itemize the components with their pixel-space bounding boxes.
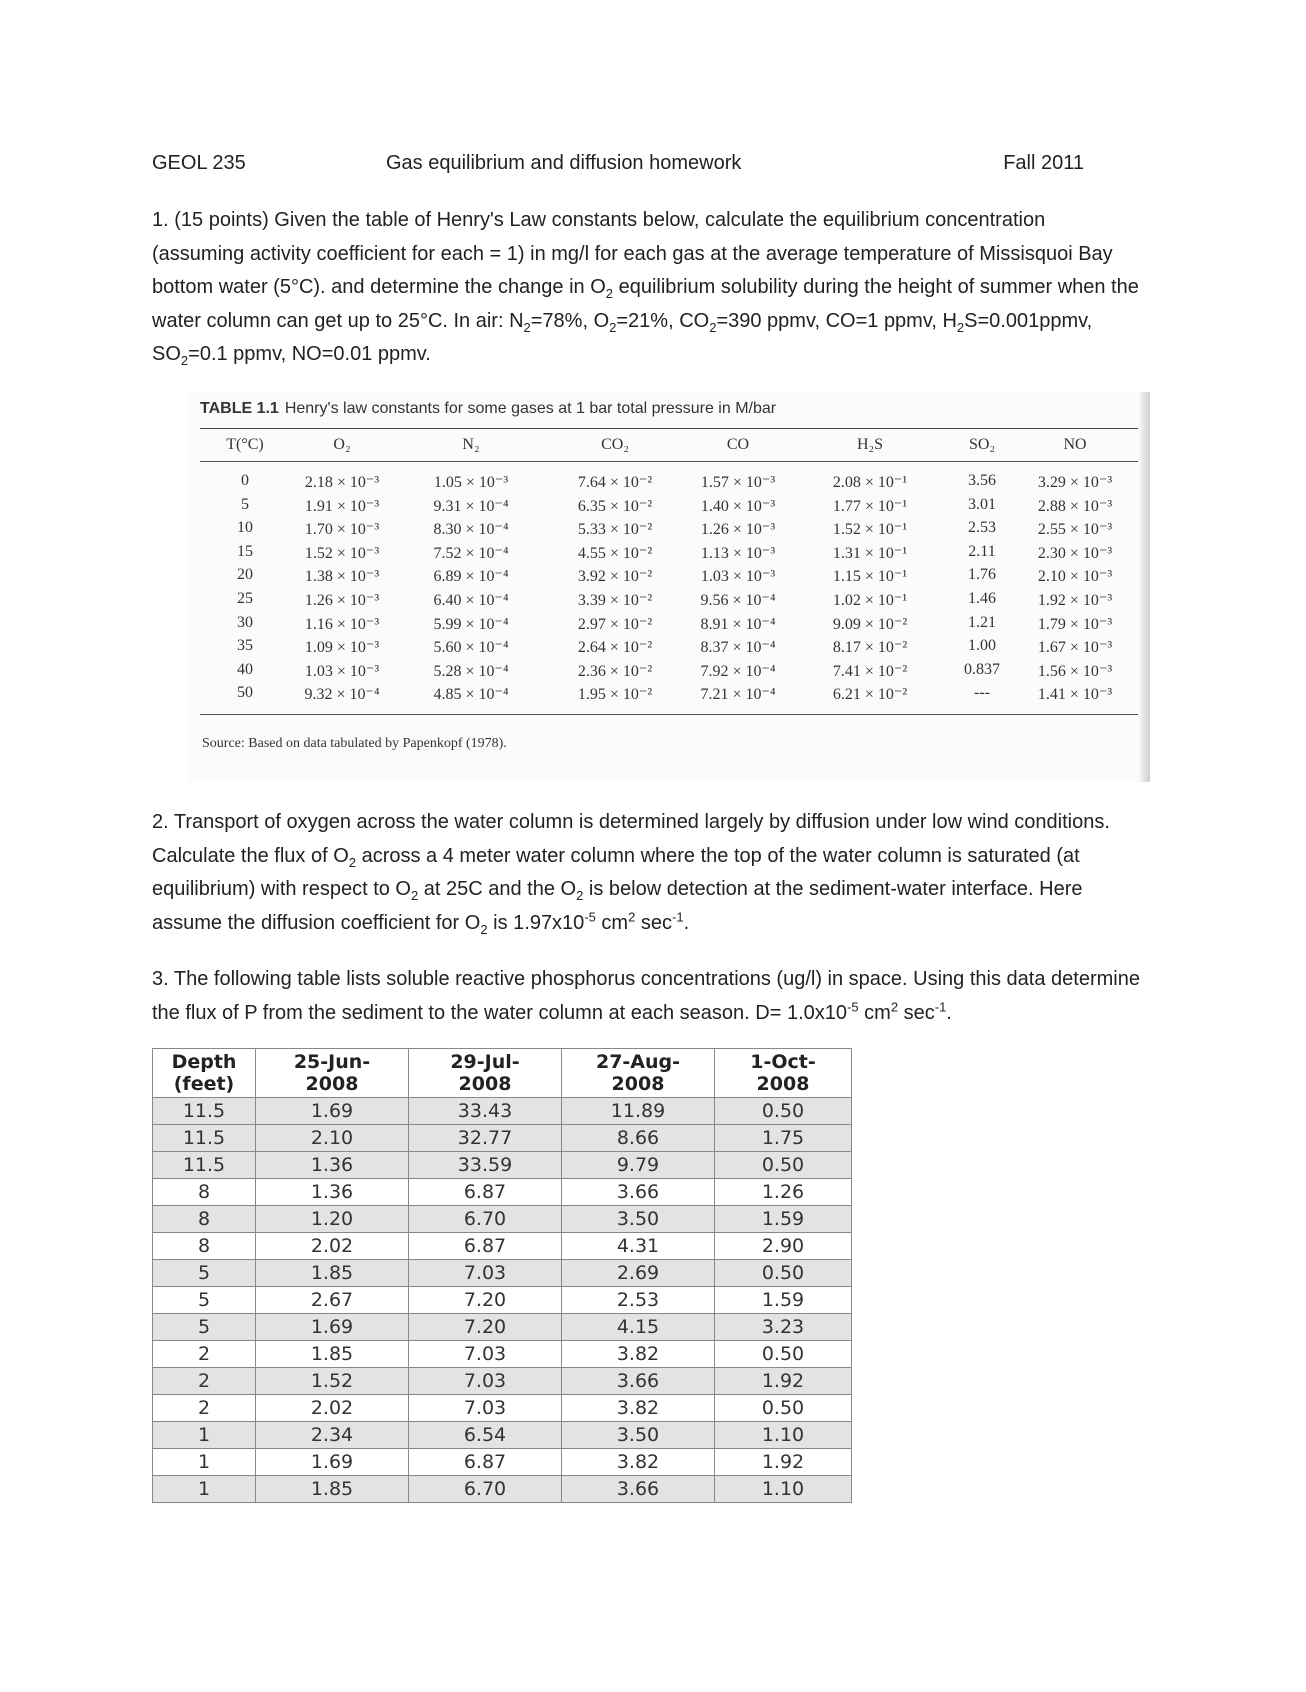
henry-cell: 1.79 × 10⁻³: [1037, 615, 1113, 633]
henry-cell: 1.26 × 10⁻³: [700, 521, 776, 539]
table-row: [153, 1341, 852, 1368]
henry-cell: 2.10 × 10⁻³: [1037, 568, 1113, 586]
header-line: 2008: [305, 1073, 359, 1095]
header-line: 27-Aug-: [595, 1051, 681, 1073]
henry-cell: 1.40 × 10⁻³: [700, 497, 776, 515]
concentration-cell: 1.69: [256, 1314, 409, 1341]
concentration-cell: 2.02: [256, 1395, 409, 1422]
henry-cell: 50: [237, 684, 253, 702]
table-row: [153, 1260, 852, 1287]
concentration-cell: 3.66: [562, 1368, 715, 1395]
henry-cell: 3.01: [968, 495, 996, 513]
table-rule: [200, 461, 1138, 462]
concentration-cell: 6.70: [409, 1206, 562, 1233]
concentration-cell: 2.34: [256, 1422, 409, 1449]
concentration-cell: 9.79: [562, 1152, 715, 1179]
henry-table-row: [200, 519, 1138, 538]
concentration-cell: 3.82: [562, 1341, 715, 1368]
henry-header-cell: SO₂: [968, 436, 996, 453]
table-caption: TABLE 1.1 Henry's law constants for some gases at 1 bar total pressure in M/bar: [200, 400, 777, 417]
depth-cell: 8: [153, 1179, 256, 1206]
concentration-cell: 3.82: [562, 1395, 715, 1422]
henry-cell: 1.70 × 10⁻³: [304, 521, 380, 539]
concentration-cell: 7.03: [409, 1395, 562, 1422]
henry-cell: 2.97 × 10⁻²: [577, 615, 653, 633]
henry-cell: 1.67 × 10⁻³: [1037, 639, 1113, 657]
henry-cell: 1.21: [968, 613, 996, 631]
concentration-cell: 33.59: [409, 1152, 562, 1179]
depth-cell: 1: [153, 1422, 256, 1449]
header-line: 2008: [756, 1073, 810, 1095]
henry-cell: 7.92 × 10⁻⁴: [700, 662, 776, 680]
concentration-cell: 0.50: [715, 1395, 852, 1422]
henry-law-table-scan: [188, 392, 1150, 782]
phosphorus-header-cell: [409, 1049, 562, 1098]
henry-cell: 1.56 × 10⁻³: [1037, 662, 1113, 680]
concentration-cell: 0.50: [715, 1260, 852, 1287]
henry-table-row: [200, 684, 1138, 703]
table-row: [153, 1152, 852, 1179]
concentration-cell: 1.36: [256, 1179, 409, 1206]
henry-cell: 9.09 × 10⁻²: [832, 615, 908, 633]
henry-table-header: [200, 436, 1138, 458]
question-2: 2. Transport of oxygen across the water column is determined largely by diffusion under low wind conditions. Calculate the flux of $O_2$ across a 4 meter water column where the top of the water column is saturated (at equilibrium) with respect to $O_2$ at 25C and the $O_2$ is below detection at the sediment-water interface. Here assume the diffusion coefficient for $O_2$ is $1.97x10^{-5}$ $cm^2$ $\sec^{-1}$.: [152, 811, 1110, 937]
concentration-cell: 1.85: [256, 1260, 409, 1287]
table-source: Source: Based on data tabulated by Papenkopf (1978).: [202, 736, 507, 751]
henry-cell: 1.57 × 10⁻³: [700, 474, 776, 491]
concentration-cell: 6.87: [409, 1449, 562, 1476]
henry-cell: 2.64 × 10⁻²: [577, 639, 653, 657]
concentration-cell: 0.50: [715, 1341, 852, 1368]
henry-cell: 1.15 × 10⁻¹: [832, 568, 908, 586]
henry-cell: 6.40 × 10⁻⁴: [433, 592, 509, 609]
henry-table-row: [200, 614, 1138, 633]
henry-cell: 6.89 × 10⁻⁴: [433, 568, 509, 586]
concentration-cell: 6.70: [409, 1476, 562, 1503]
concentration-cell: 3.50: [562, 1206, 715, 1233]
concentration-cell: 1.85: [256, 1476, 409, 1503]
concentration-cell: 1.10: [715, 1476, 852, 1503]
phosphorus-header-cell: [715, 1049, 852, 1098]
header-line: 25-Jun-: [293, 1051, 371, 1073]
henry-cell: 3.92 × 10⁻²: [577, 568, 653, 586]
document-title: Gas equilibrium and diffusion homework: [386, 152, 742, 174]
table-row: [153, 1314, 852, 1341]
phosphorus-header-cell: [256, 1049, 409, 1098]
header-line: Depth: [171, 1051, 237, 1073]
concentration-cell: 11.89: [562, 1098, 715, 1125]
concentration-cell: 1.59: [715, 1287, 852, 1314]
henry-table-row: [200, 566, 1138, 585]
depth-cell: 2: [153, 1395, 256, 1422]
depth-cell: 1: [153, 1476, 256, 1503]
henry-cell: 40: [237, 660, 253, 678]
henry-cell: 1.03 × 10⁻³: [700, 568, 776, 586]
header-line: 29-Jul-: [450, 1051, 520, 1073]
henry-cell: 7.21 × 10⁻⁴: [700, 686, 776, 704]
henry-cell: 1.76: [968, 566, 996, 584]
table-row: [153, 1206, 852, 1233]
henry-cell: 7.41 × 10⁻²: [832, 662, 908, 680]
concentration-cell: 1.85: [256, 1341, 409, 1368]
henry-header-cell: CO: [726, 436, 750, 453]
henry-cell: 1.52 × 10⁻³: [304, 544, 380, 562]
henry-cell: 5.28 × 10⁻⁴: [433, 662, 509, 680]
depth-cell: 2: [153, 1341, 256, 1368]
phosphorus-header-cell: [153, 1049, 256, 1098]
henry-cell: 10: [237, 519, 253, 537]
henry-cell: 8.91 × 10⁻⁴: [700, 615, 776, 633]
table-row: [153, 1476, 852, 1503]
henry-cell: 1.03 × 10⁻³: [304, 662, 380, 680]
table-row: [153, 1449, 852, 1476]
henry-cell: 1.02 × 10⁻¹: [832, 592, 908, 609]
depth-cell: 11.5: [153, 1125, 256, 1152]
henry-cell: 5.33 × 10⁻²: [577, 521, 653, 539]
henry-cell: 1.46: [968, 590, 996, 607]
henry-cell: 1.92 × 10⁻³: [1037, 592, 1113, 609]
table-row: [153, 1098, 852, 1125]
henry-table-row: [200, 590, 1138, 609]
concentration-cell: 3.66: [562, 1476, 715, 1503]
henry-cell: 1.95 × 10⁻²: [577, 686, 653, 704]
henry-cell: 1.13 × 10⁻³: [700, 544, 776, 562]
concentration-cell: 2.53: [562, 1287, 715, 1314]
henry-cell: 5.99 × 10⁻⁴: [433, 615, 509, 633]
depth-cell: 5: [153, 1314, 256, 1341]
henry-cell: 2.18 × 10⁻³: [304, 474, 380, 491]
henry-cell: 6.21 × 10⁻²: [832, 686, 908, 704]
henry-cell: 8.37 × 10⁻⁴: [700, 639, 776, 657]
concentration-cell: 2.10: [256, 1125, 409, 1152]
henry-cell: 2.53: [968, 519, 996, 537]
table-row: [153, 1395, 852, 1422]
henry-cell: 1.00: [968, 637, 996, 655]
henry-cell: 35: [237, 637, 253, 655]
henry-cell: 7.64 × 10⁻²: [577, 474, 653, 491]
henry-cell: 15: [237, 542, 253, 560]
course-code: GEOL 235: [152, 152, 246, 174]
henry-table-row: [200, 472, 1138, 491]
concentration-cell: 8.66: [562, 1125, 715, 1152]
concentration-cell: 1.75: [715, 1125, 852, 1152]
phosphorus-table-body: [153, 1098, 852, 1503]
henry-table-row: [200, 496, 1138, 515]
concentration-cell: 2.69: [562, 1260, 715, 1287]
header-line: (feet): [173, 1073, 235, 1095]
henry-cell: 2.11: [968, 542, 996, 560]
henry-cell: 7.52 × 10⁻⁴: [433, 544, 509, 562]
henry-cell: 9.31 × 10⁻⁴: [433, 497, 509, 515]
henry-cell: 4.85 × 10⁻⁴: [433, 686, 509, 704]
phosphorus-header-cell: [562, 1049, 715, 1098]
henry-cell: 20: [237, 566, 253, 584]
henry-cell: 5: [241, 495, 249, 513]
table-row: [153, 1368, 852, 1395]
concentration-cell: 0.50: [715, 1152, 852, 1179]
henry-cell: 2.30 × 10⁻³: [1037, 544, 1113, 562]
henry-cell: 3.29 × 10⁻³: [1037, 474, 1113, 491]
henry-cell: 1.52 × 10⁻¹: [832, 521, 908, 539]
concentration-cell: 1.52: [256, 1368, 409, 1395]
henry-cell: 1.31 × 10⁻¹: [832, 544, 908, 562]
concentration-cell: 1.36: [256, 1152, 409, 1179]
depth-cell: 8: [153, 1206, 256, 1233]
depth-cell: 8: [153, 1233, 256, 1260]
henry-cell: 3.39 × 10⁻²: [577, 592, 653, 609]
depth-cell: 11.5: [153, 1098, 256, 1125]
concentration-cell: 7.03: [409, 1260, 562, 1287]
concentration-cell: 2.02: [256, 1233, 409, 1260]
concentration-cell: 1.69: [256, 1098, 409, 1125]
depth-cell: 2: [153, 1368, 256, 1395]
concentration-cell: 7.03: [409, 1368, 562, 1395]
table-rule: [200, 428, 1138, 429]
henry-cell: 0.837: [964, 660, 1000, 678]
concentration-cell: 1.10: [715, 1422, 852, 1449]
henry-cell: 0: [241, 472, 249, 489]
concentration-cell: 1.92: [715, 1368, 852, 1395]
henry-cell: 4.55 × 10⁻²: [577, 544, 653, 562]
concentration-cell: 6.87: [409, 1179, 562, 1206]
henry-cell: 6.35 × 10⁻²: [577, 497, 653, 515]
henry-cell: 3.56: [968, 472, 996, 489]
depth-cell: 1: [153, 1449, 256, 1476]
depth-cell: 5: [153, 1260, 256, 1287]
table-row: [153, 1287, 852, 1314]
table-row: [153, 1179, 852, 1206]
henry-cell: 1.16 × 10⁻³: [304, 615, 380, 633]
henry-header-cell: CO₂: [601, 436, 629, 453]
henry-header-cell: N₂: [462, 436, 480, 453]
concentration-cell: 2.67: [256, 1287, 409, 1314]
henry-cell: 1.05 × 10⁻³: [433, 474, 509, 491]
henry-cell: 2.88 × 10⁻³: [1037, 497, 1113, 515]
depth-cell: 5: [153, 1287, 256, 1314]
henry-cell: 25: [237, 590, 253, 607]
henry-table-row: [200, 543, 1138, 562]
henry-header-cell: O₂: [333, 436, 351, 453]
henry-table-row: [200, 661, 1138, 680]
concentration-cell: 6.54: [409, 1422, 562, 1449]
concentration-cell: 4.31: [562, 1233, 715, 1260]
concentration-cell: 33.43: [409, 1098, 562, 1125]
concentration-cell: 32.77: [409, 1125, 562, 1152]
concentration-cell: 0.50: [715, 1098, 852, 1125]
henry-cell: 1.09 × 10⁻³: [304, 639, 380, 657]
henry-header-cell: NO: [1063, 436, 1087, 453]
henry-cell: 9.56 × 10⁻⁴: [700, 592, 776, 609]
concentration-cell: 3.50: [562, 1422, 715, 1449]
concentration-cell: 1.92: [715, 1449, 852, 1476]
concentration-cell: 2.90: [715, 1233, 852, 1260]
concentration-cell: 7.20: [409, 1287, 562, 1314]
depth-cell: 11.5: [153, 1152, 256, 1179]
concentration-cell: 1.69: [256, 1449, 409, 1476]
henry-cell: 8.17 × 10⁻²: [832, 639, 908, 657]
henry-cell: 2.55 × 10⁻³: [1037, 521, 1113, 539]
henry-cell: 1.77 × 10⁻¹: [832, 497, 908, 515]
phosphorus-table: [152, 1048, 852, 1503]
table-row: [153, 1125, 852, 1152]
table-row: [153, 1422, 852, 1449]
henry-cell: 1.38 × 10⁻³: [304, 568, 380, 586]
concentration-cell: 1.20: [256, 1206, 409, 1233]
concentration-cell: 3.66: [562, 1179, 715, 1206]
concentration-cell: 7.03: [409, 1341, 562, 1368]
henry-table-row: [200, 637, 1138, 656]
table-rule: [200, 714, 1138, 715]
question-3: 3. The following table lists soluble reactive phosphorus concentrations (ug/l) in space. Using this data determine the flux of P from the sediment to the water column at each season. $D= 1.0x10^{-5}$ $cm^2$ $\sec^{-1}$.: [152, 968, 1140, 1024]
concentration-cell: 4.15: [562, 1314, 715, 1341]
phosphorus-table-header: [153, 1049, 852, 1098]
henry-header-cell: H₂S: [856, 436, 884, 453]
concentration-cell: 1.59: [715, 1206, 852, 1233]
henry-cell: 5.60 × 10⁻⁴: [433, 639, 509, 657]
concentration-cell: 3.82: [562, 1449, 715, 1476]
concentration-cell: 1.26: [715, 1179, 852, 1206]
header-line: 2008: [458, 1073, 512, 1095]
header-line: 1-Oct-: [750, 1051, 816, 1073]
henry-cell: 2.08 × 10⁻¹: [832, 474, 908, 491]
henry-cell: 30: [237, 613, 253, 631]
henry-cell: 1.91 × 10⁻³: [304, 497, 380, 515]
term: Fall 2011: [1003, 152, 1084, 174]
concentration-cell: 3.23: [715, 1314, 852, 1341]
concentration-cell: 7.20: [409, 1314, 562, 1341]
henry-cell: 1.41 × 10⁻³: [1037, 686, 1113, 704]
henry-cell: 9.32 × 10⁻⁴: [304, 686, 380, 704]
henry-cell: 1.26 × 10⁻³: [304, 592, 380, 609]
henry-cell: ---: [974, 684, 990, 702]
henry-header-cell: T(°C): [226, 436, 264, 453]
henry-cell: 2.36 × 10⁻²: [577, 662, 653, 680]
concentration-cell: 6.87: [409, 1233, 562, 1260]
page-header: [152, 152, 1084, 182]
question-1: 1. (15 points) Given the table of Henry's Law constants below, calculate the equilibrium concentration (assuming activity coefficient for each = 1) in mg/l for each gas at the average temperature of Missisquoi Bay bottom water (5°C). and determine the change in $O_2$ equilibrium solubility during the height of summer when the water column can get up to 25°C. In air: $N_2=78\%$, $O_2=21\%$, $CO_2=390$ ppmv, CO=1 ppmv, $H_2S=0.001ppmv$, $SO_2=0.1$ ppmv, NO=0.01 ppmv.: [152, 209, 1139, 368]
henry-cell: 8.30 × 10⁻⁴: [433, 521, 509, 539]
header-line: 2008: [611, 1073, 665, 1095]
table-row: [153, 1233, 852, 1260]
